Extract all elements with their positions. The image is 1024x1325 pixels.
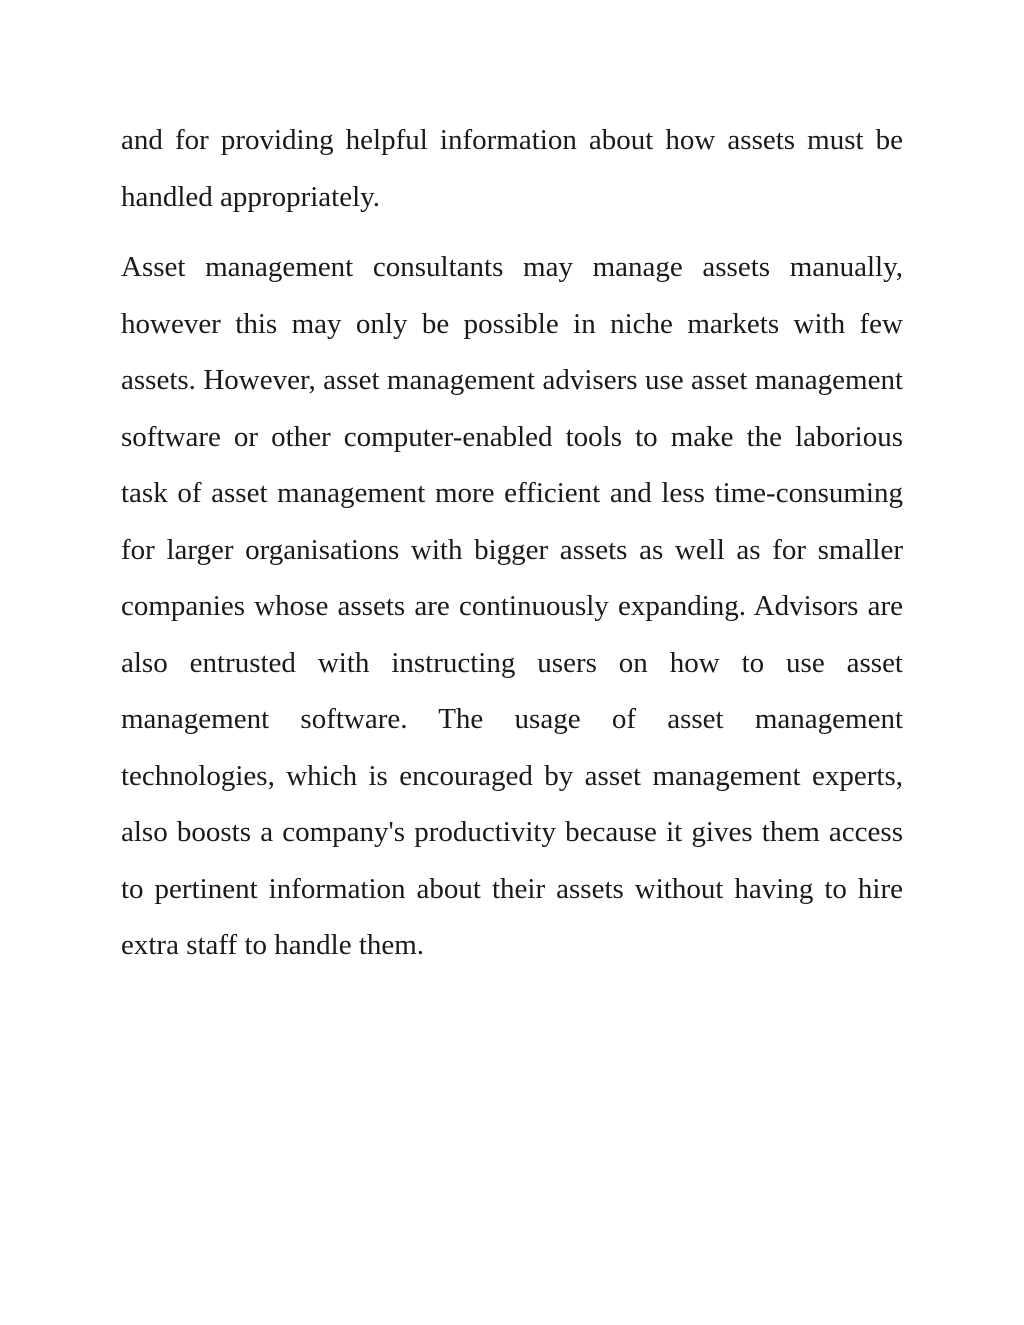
paragraph-asset-management-consultants: Asset management consultants may manage assets manually, however this may only be possible in niche markets with few assets. However, asset management advisers use asset management software or other computer-enabled tools to make the laborious task of asset management more efficient and less time-consuming for larger organisations with bigger assets as well as for smaller companies whose assets are continuously expanding. Advisors are also entrusted with instructing users on how to use asset management software. The usage of asset management technologies, which is encouraged by asset management experts, also boosts a company's productivity because it gives them access to pertinent information about their assets without having to hire extra staff to handle them. xyxy=(121,251,903,961)
body-text xyxy=(121,112,903,974)
paragraph-continuation: and for providing helpful information about how assets must be handled appropriately. xyxy=(121,124,903,213)
